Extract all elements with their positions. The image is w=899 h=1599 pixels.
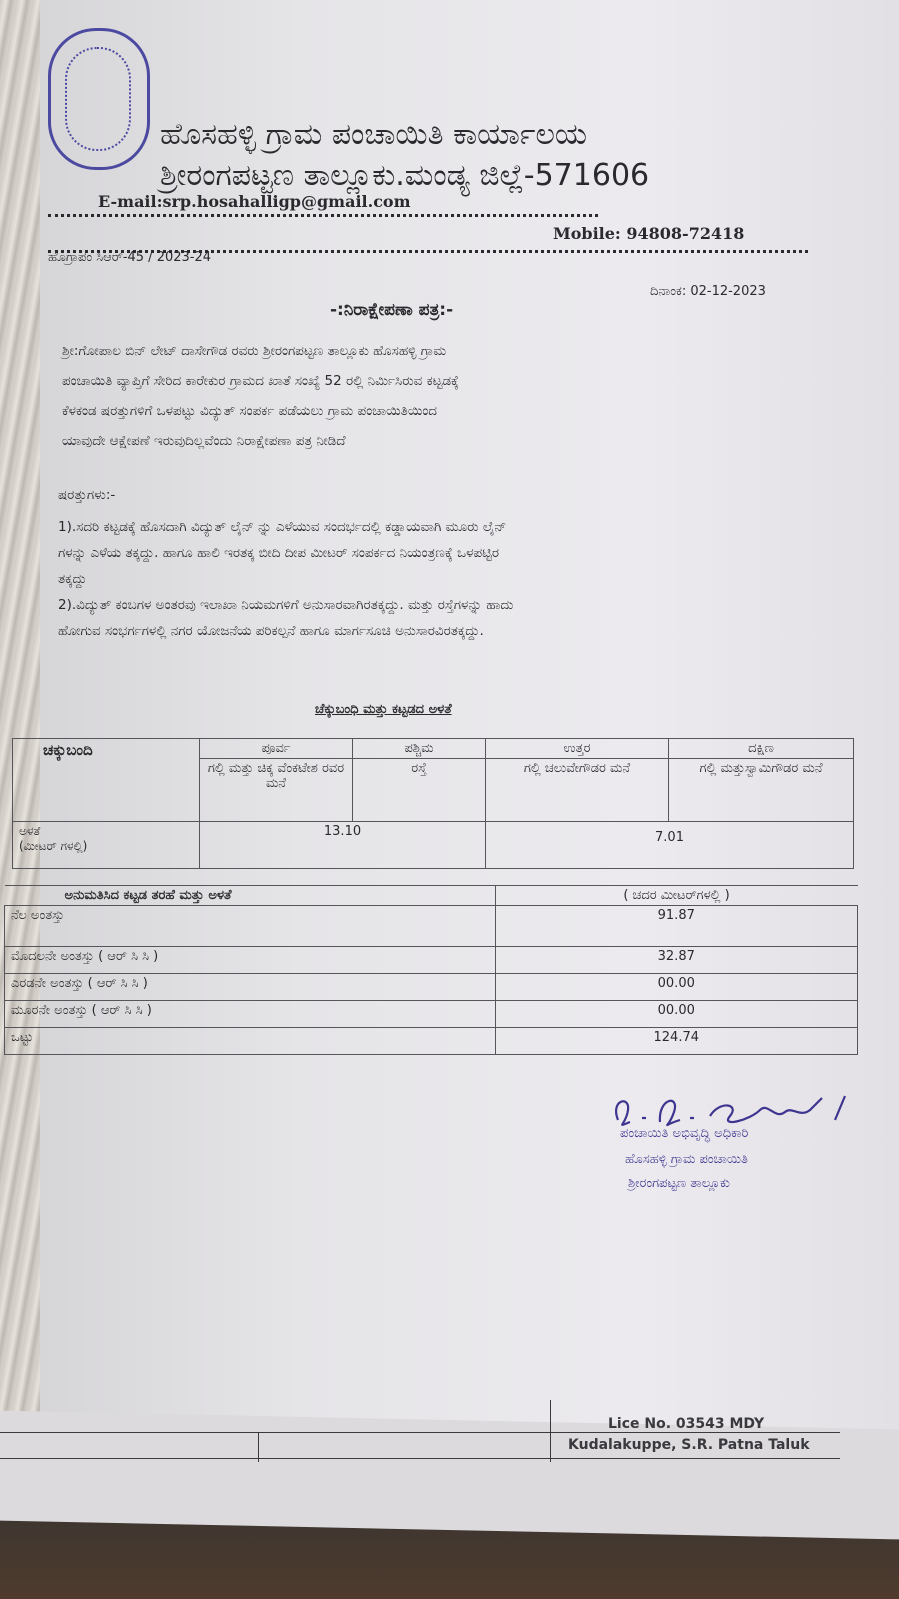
conditions-section: [58, 482, 848, 644]
reference-number: ಹೊಗ್ರಾಪಂ ಸಿಆರ್-45 / 2023-24: [48, 250, 212, 265]
office-address: ಶ್ರೀರಂಗಪಟ್ಟಣ ತಾಲ್ಲೂಕು.ಮಂಡ್ಯ ಜಿಲ್ಲೆ-571606: [160, 158, 650, 193]
condition-line: 1).ಸದರಿ ಕಟ್ಟಡಕ್ಕೆ ಹೊಸದಾಗಿ ವಿದ್ಯುತ್ ಲೈನ್ ನ್ನು ಎಳೆಯುವ ಸಂದರ್ಭದಲ್ಲಿ ಕಡ್ಡಾಯವಾಗಿ ಮೂರು ಲೈನ್: [58, 519, 507, 535]
table-row: [5, 1028, 858, 1055]
office-mobile: Mobile: 94808-72418: [553, 224, 745, 243]
north-south-size: 7.01: [486, 822, 854, 869]
handwritten-signature: [600, 1090, 860, 1130]
floor-label: ಮೂರನೇ ಅಂತಸ್ತು ( ಆರ್ ಸಿ ಸಿ ): [5, 1001, 496, 1028]
floor-value: 124.74: [495, 1028, 858, 1055]
floor-value: 32.87: [495, 947, 858, 974]
signatory-office: ಹೊಸಹಳ್ಳಿ ಗ್ರಾಮ ಪಂಚಾಯಿತಿ: [625, 1152, 748, 1167]
floors-heading: ಅನುಮತಿಸಿದ ಕಟ್ಟಡ ತರಹೆ ಮತ್ತು ಅಳತೆ: [5, 886, 496, 906]
boundary-table: [12, 738, 854, 869]
body-paragraph: [62, 336, 852, 456]
south-header: ದಕ್ಷಿಣ: [669, 739, 854, 759]
size-label-cell: [13, 822, 200, 869]
conditions-heading: ಷರತ್ತುಗಳು:-: [58, 487, 116, 503]
condition-line: 2).ವಿದ್ಯುತ್ ಕಂಬಗಳ ಅಂತರವು ಇಲಾಖಾ ನಿಯಮಗಳಿಗೆ ಅನುಸಾರವಾಗಿರತಕ್ಕದ್ದು. ಮತ್ತು ರಸ್ತೆಗಳನ್ನು ಹಾದು: [58, 597, 514, 613]
condition-line: ತಕ್ಕದ್ದು: [58, 571, 87, 587]
office-seal: [48, 28, 150, 170]
floor-value: 91.87: [495, 906, 858, 947]
table-row: [5, 974, 858, 1001]
floor-label: ನೆಲ ಅಂತಸ್ತು: [5, 906, 496, 947]
floor-value: 00.00: [495, 1001, 858, 1028]
condition-line: ಗಳನ್ನು ಎಳೆಯ ತಕ್ಕದ್ದು. ಹಾಗೂ ಹಾಲಿ ಇರತಕ್ಕ ಬೀದಿ ದೀಪ ಮೀಟರ್ ಸಂಪರ್ಕದ ನಿಯಂತ್ರಣಕ್ಕೆ ಒಳಪಟ್ಟಿರ: [58, 545, 500, 561]
licence-place: Kudalakuppe, S.R. Patna Taluk: [568, 1437, 810, 1453]
body-line: ಯಾವುದೇ ಆಕ್ಷೇಪಣೆ ಇರುವುದಿಲ್ಲವೆಂದು ನಿರಾಕ್ಷೇಪಣಾ ಪತ್ರ ನೀಡಿದೆ: [62, 433, 346, 449]
north-value: ಗಲ್ಲಿ ಚಲುವೇಗೌಡರ ಮನೆ: [486, 759, 669, 822]
table-title: ಚೆಕ್ಕುಬಂಧಿ ಮತ್ತು ಕಟ್ಟಡದ ಅಳತೆ: [315, 702, 452, 717]
form-rule: [0, 1458, 840, 1459]
floor-label: ಮೊದಲನೇ ಅಂತಸ್ತು ( ಆರ್ ಸಿ ಸಿ ): [5, 947, 496, 974]
office-email: E-mail:srp.hosahalligp@gmail.com: [98, 192, 411, 211]
body-line: ಶ್ರೀ:ಗೋಪಾಲ ಬಿನ್ ಲೇಟ್ ದಾಸೇಗೌಡ ರವರು ಶ್ರೀರಂಗಪಟ್ಟಣ ತಾಲ್ಲೂಕು ಹೊಸಹಳ್ಳಿ ಗ್ರಾಮ: [62, 343, 447, 359]
body-line: ಪಂಚಾಯಿತಿ ವ್ಯಾಪ್ತಿಗೆ ಸೇರಿದ ಕಾರೇಕುರ ಗ್ರಾಮದ ಖಾತೆ ಸಂಖ್ಯೆ 52 ರಲ್ಲಿ ನಿರ್ಮಿಸಿರುವ ಕಟ್ಟಡಕ್ಕೆ: [62, 373, 459, 389]
dotted-rule-1: [48, 214, 598, 217]
letter-date: ದಿನಾಂಕ: 02-12-2023: [650, 284, 766, 299]
north-header: ಉತ್ತರ: [486, 739, 669, 759]
table-row: [5, 906, 858, 947]
condition-line: ಹೋಗುವ ಸಂಭರ್ಗಗಳಲ್ಲಿ ನಗರ ಯೋಜನೆಯ ಪರಿಕಲ್ಪನೆ ಹಾಗೂ ಮಾರ್ಗಸೂಚಿ ಅನುಸಾರವಿರತಕ್ಕದ್ದು.: [58, 623, 484, 639]
west-header: ಪಶ್ಚಿಮ: [353, 739, 486, 759]
document-title: -:ನಿರಾಕ್ಷೇಪಣಾ ಪತ್ರ:-: [330, 300, 454, 320]
floor-table: [4, 885, 858, 1055]
floors-unit: ( ಚದರ ಮೀಟರ್‌ಗಳಲ್ಲಿ ): [495, 886, 858, 906]
signatory-taluk: ಶ್ರೀರಂಗಪಟ್ಟಣ ತಾಲ್ಲೂಕು: [628, 1176, 730, 1191]
table-row: [13, 739, 854, 759]
body-line: ಕೆಳಕಂಡ ಷರತ್ತುಗಳಿಗೆ ಒಳಪಟ್ಟು ವಿದ್ಯುತ್ ಸಂಪರ್ಕ ಪಡೆಯಲು ಗ್ರಾಮ ಪಂಚಾಯಿತಿಯಿಂದ: [62, 403, 438, 419]
south-value: ಗಲ್ಲಿ ಮತ್ತುಸ್ವಾಮಿಗೌಡರ ಮನೆ: [669, 759, 854, 822]
boundary-label: ಚಕ್ಕುಬಂದಿ: [13, 739, 200, 822]
west-value: ರಸ್ತೆ: [353, 759, 486, 822]
table-row: [5, 947, 858, 974]
form-divider: [258, 1432, 259, 1462]
east-header: ಪೂರ್ವ: [200, 739, 353, 759]
size-unit: (ಮೀಟರ್ ಗಳಲ್ಲಿ): [19, 839, 88, 853]
table-row: [13, 822, 854, 869]
size-label: ಅಳತೆ: [19, 824, 41, 838]
table-row: [5, 886, 858, 906]
signatory-title: ಪಂಚಾಯಿತಿ ಅಭಿವೃದ್ಧಿ ಅಧಿಕಾರಿ: [620, 1126, 749, 1141]
floor-value: 00.00: [495, 974, 858, 1001]
licence-number: Lice No. 03543 MDY: [608, 1416, 765, 1432]
form-divider: [550, 1400, 551, 1462]
east-west-size: 13.10: [200, 822, 486, 869]
table-row: [5, 1001, 858, 1028]
floor-label: ಎರಡನೇ ಅಂತಸ್ತು ( ಆರ್ ಸಿ ಸಿ ): [5, 974, 496, 1001]
form-rule: [0, 1432, 840, 1433]
floor-label: ಒಟ್ಟು: [5, 1028, 496, 1055]
east-value: ಗಲ್ಲಿ ಮತ್ತು ಚಿಕ್ಕ ವೆಂಕಟೇಶ ರವರ ಮನೆ: [200, 759, 353, 822]
office-name: ಹೊಸಹಳ್ಳಿ ಗ್ರಾಮ ಪಂಚಾಯಿತಿ ಕಾರ್ಯಾಲಯ: [160, 117, 588, 152]
